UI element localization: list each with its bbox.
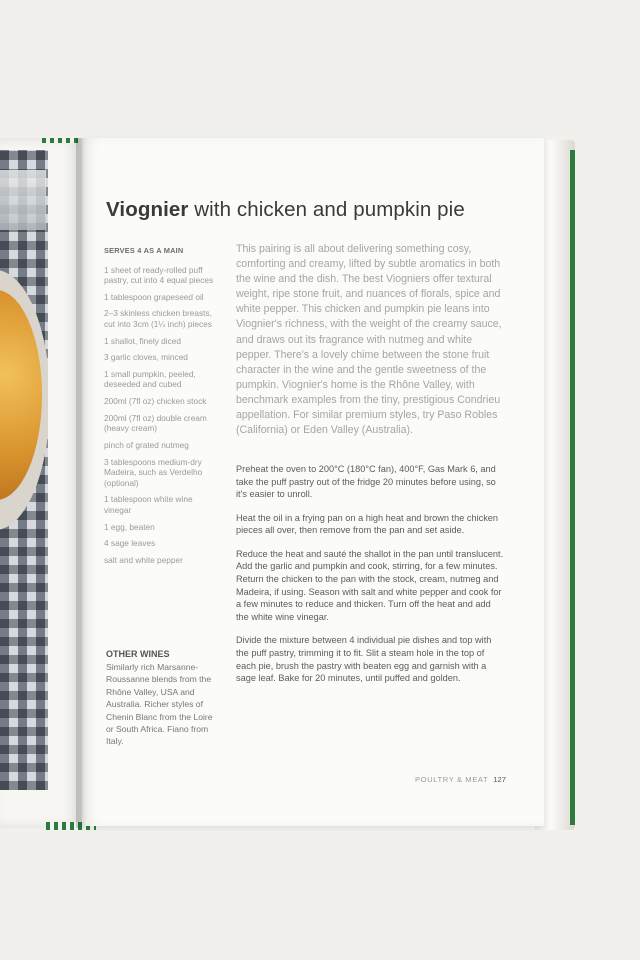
ingredient-item: 3 garlic cloves, minced bbox=[104, 352, 188, 363]
gingham-edge-top bbox=[42, 138, 78, 143]
wine-glass bbox=[0, 170, 46, 230]
ingredient-item: 4 sage leaves bbox=[104, 538, 156, 549]
intro-paragraph: This pairing is all about delivering something cosy, comforting and creamy, lifted by subtle aromatics in both the wine and the dish. The best Viogniers offer textural weight, ripe stone fruit, and nuances of florals, spice and white pepper. This chicken and pumpkin pie leans into Viognier's richness, with the weight of the creamy sauce, and draws out its fragrance with nutmeg and white pepper. There's a lovely chime between the stone fruit character in the wine and the gentle sweetness of the pumpkin. Viognier's home is the Rhône Valley, with benchmark examples from the tiny, prestigious Condrieu appellation. For similar premium styles, try Paso Robles (California) or Eden Valley (Australia). bbox=[236, 243, 502, 437]
ingredient-item: 1 tablespoon white wine vinegar bbox=[104, 494, 193, 515]
ingredient-item: 3 tablespoons medium-dry Madeira, such as Verdelho (optional) bbox=[104, 456, 203, 488]
page-number: 127 bbox=[493, 775, 506, 784]
book-cover-edge bbox=[570, 150, 575, 825]
ingredient-item: pinch of grated nutmeg bbox=[104, 440, 189, 450]
other-wines-heading: OTHER WINES bbox=[106, 649, 170, 659]
method-step: Preheat the oven to 200°C (180°C fan), 400°F, Gas Mark 6, and take the puff pastry out of the fridge 20 minutes before using, so it's easier to unroll. bbox=[236, 464, 496, 500]
method-step: Heat the oil in a frying pan on a high heat and brown the chicken pieces all over, then remove from the pan and set aside. bbox=[236, 512, 499, 536]
ingredient-item: 1 sheet of ready-rolled puff pastry, cut into 4 equal pieces bbox=[104, 264, 214, 285]
ingredient-item: 200ml (7fl oz) chicken stock bbox=[104, 396, 207, 407]
method-step: Divide the mixture between 4 individual pie dishes and top with the puff pastry, trimming it to fit. Slit a steam hole in the top of each pie, brush the pastry with beaten egg and garnish with a sage leaf. Bake for 20 minutes, until puffed and golden. bbox=[236, 635, 492, 684]
ingredient-item: 1 small pumpkin, peeled, deseeded and cubed bbox=[104, 368, 196, 390]
section-name: POULTRY & MEAT bbox=[415, 775, 489, 784]
ingredient-item: 1 shallot, finely diced bbox=[104, 335, 182, 346]
gutter-shadow bbox=[76, 138, 86, 828]
ingredient-item: salt and white pepper bbox=[104, 554, 183, 565]
page-footer bbox=[415, 775, 506, 784]
ingredients-list bbox=[104, 265, 216, 566]
pie-photo bbox=[0, 150, 48, 790]
ingredient-item: 2–3 skinless chicken breasts, cut into 3cm (1¼ inch) pieces bbox=[104, 308, 212, 329]
ingredient-item: 1 tablespoon grapeseed oil bbox=[104, 291, 204, 302]
ingredients-column bbox=[104, 246, 216, 572]
ingredient-item: 200ml (7fl oz) double cream (heavy cream) bbox=[104, 412, 207, 434]
method-steps bbox=[236, 463, 504, 696]
recipe-page bbox=[82, 138, 544, 826]
other-wines-text: Similarly rich Marsanne-Roussanne blends from the Rhône Valley, USA and Australia. Richer styles of Chenin Blanc from the Loire or South Africa. Fiano from Italy. bbox=[106, 662, 213, 747]
serves-label: SERVES 4 AS A MAIN bbox=[104, 246, 184, 255]
method-step: Reduce the heat and sauté the shallot in the pan until translucent. Add the garlic and pumpkin and cook, stirring, for a few minutes. Return the chicken to the pan with the stock, cream, nutmeg and Madeira, if using. Season with salt and white pepper and cook for a few minutes to reduce and thicken. Turn off the heat and add the white wine vinegar. bbox=[236, 548, 504, 623]
ingredient-item: 1 egg, beaten bbox=[104, 521, 155, 532]
recipe-title: Viognier with chicken and pumpkin pie bbox=[106, 198, 465, 221]
